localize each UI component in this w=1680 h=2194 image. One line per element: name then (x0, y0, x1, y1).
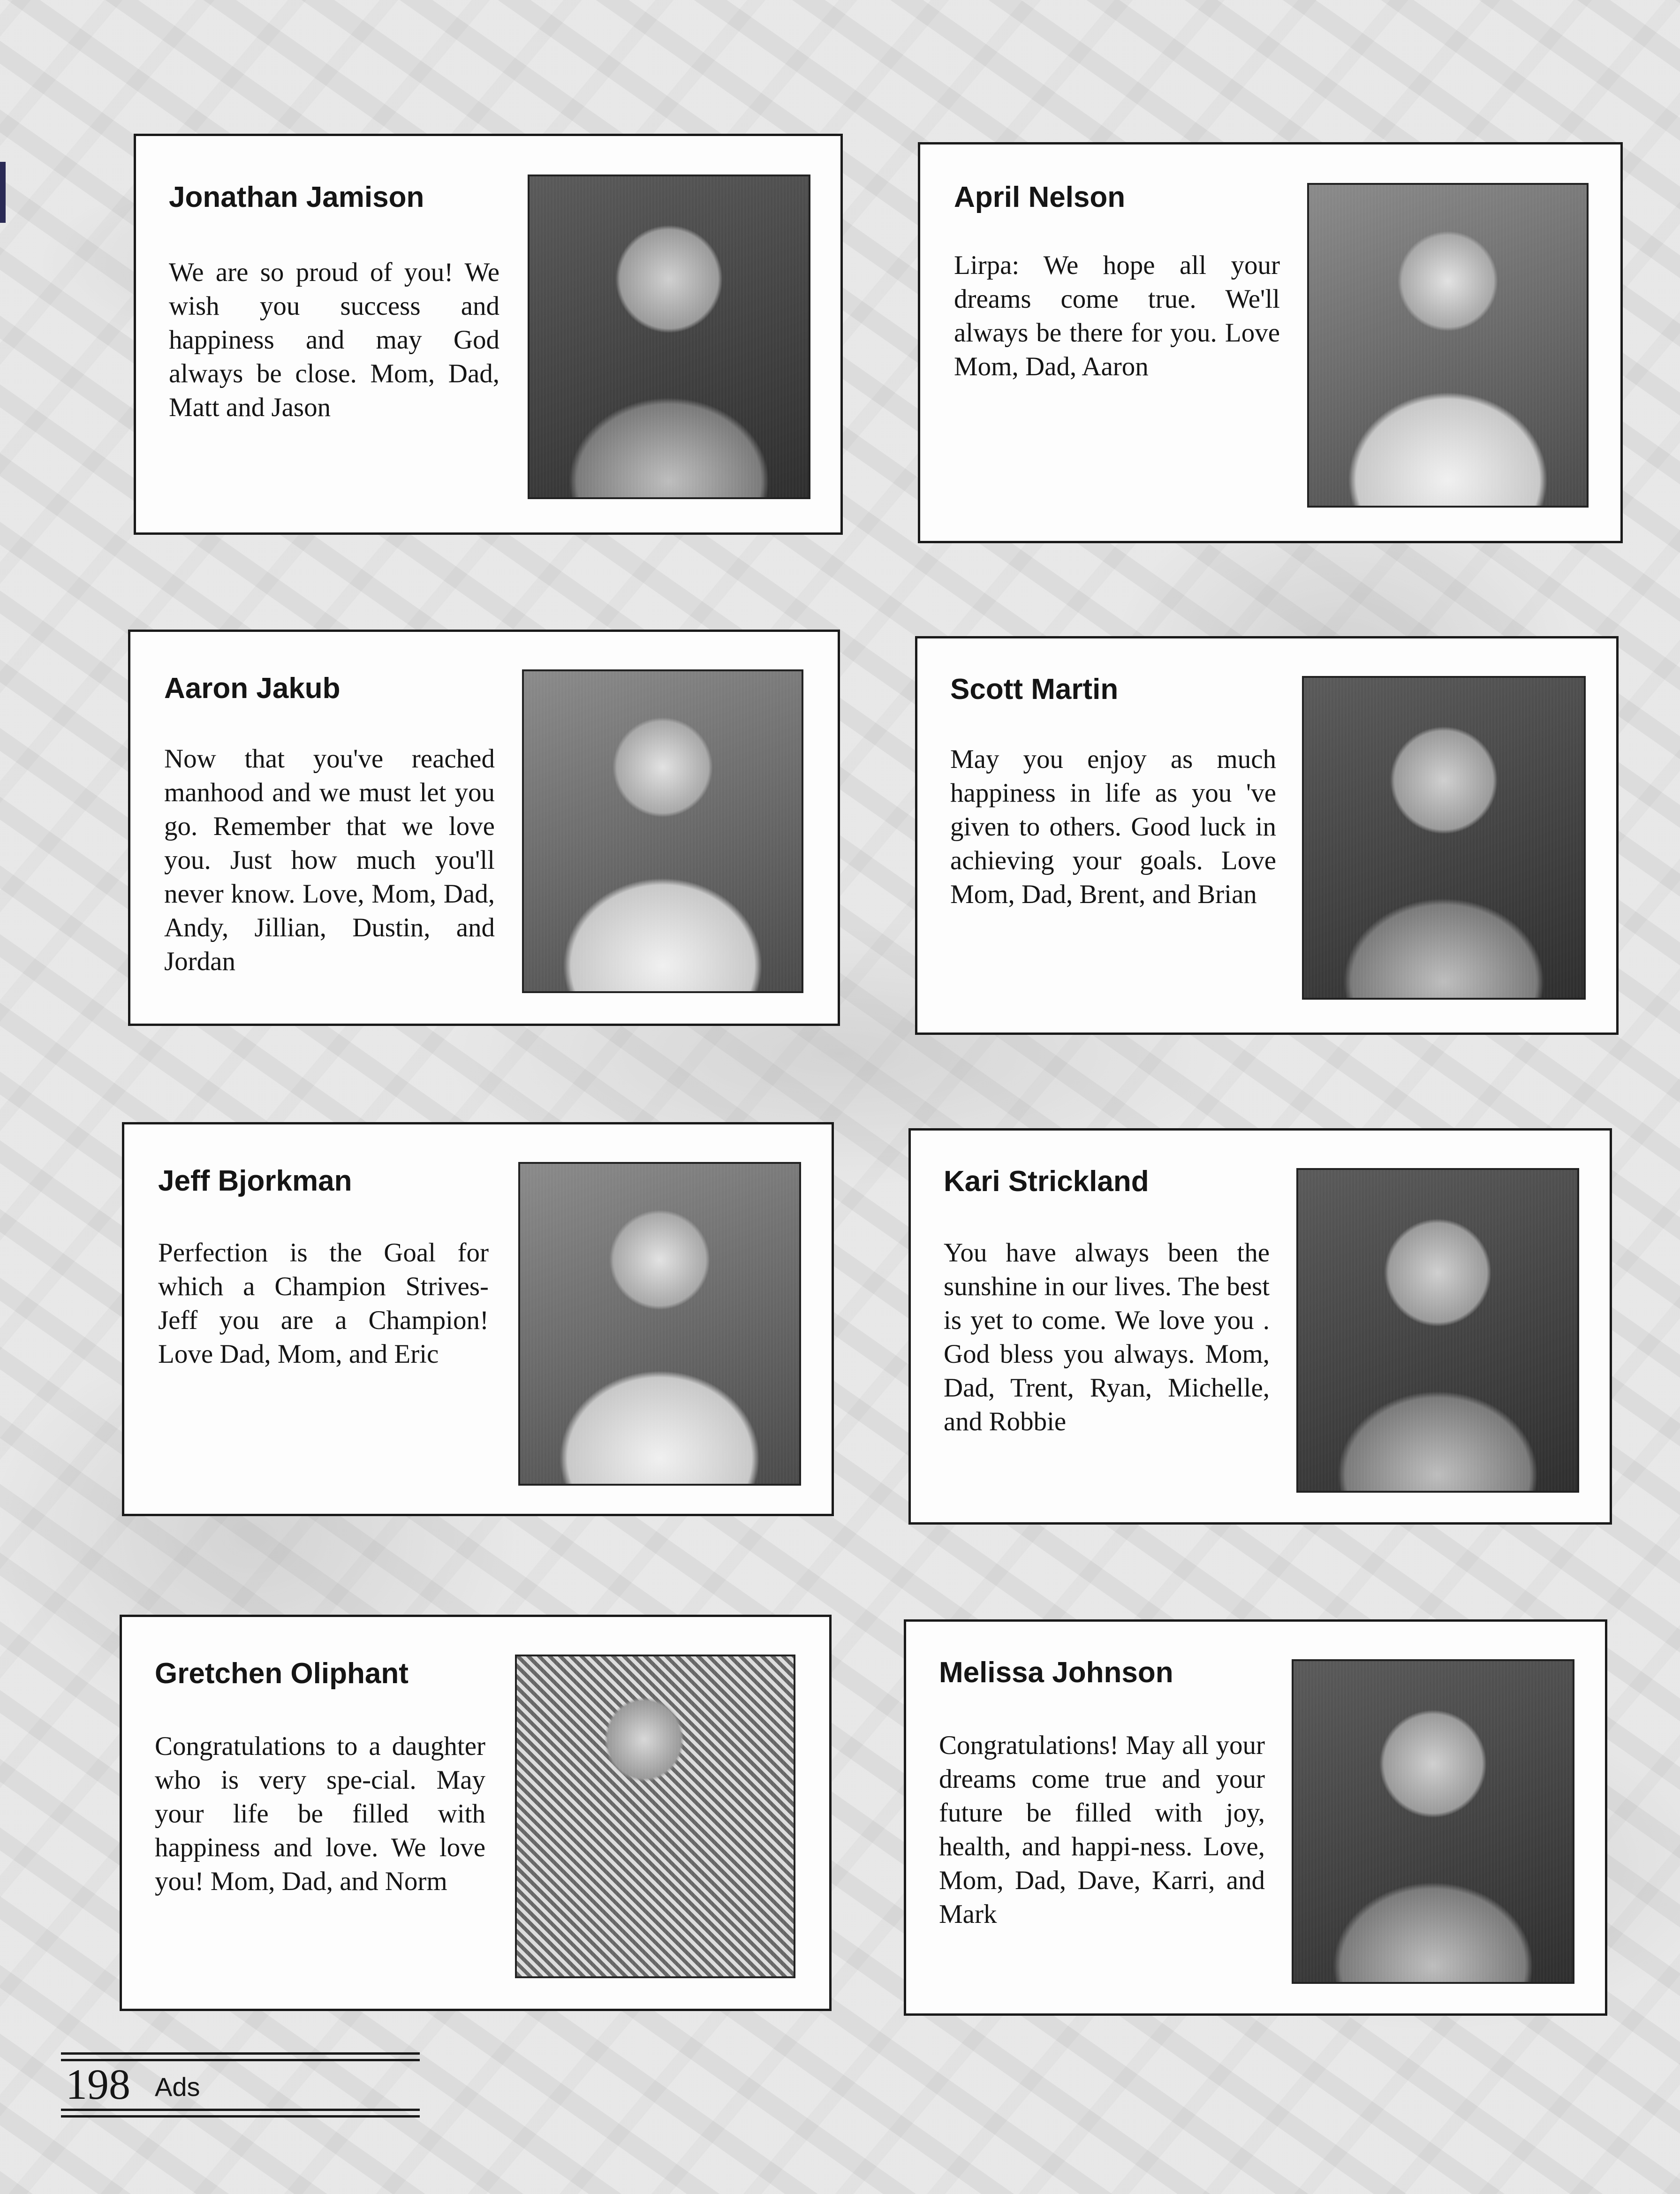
portrait-photo (515, 1655, 795, 1978)
ad-name: April Nelson (954, 181, 1126, 213)
ad-message: Lirpa: We hope all your dreams come true. We'll always be there for you. Love Mom, Dad, Aaron (954, 251, 1280, 381)
ad-name: Gretchen Oliphant (155, 1657, 409, 1690)
portrait-photo (1296, 1168, 1579, 1493)
ad-card-jeff-bjorkman (122, 1122, 834, 1516)
ad-name: Scott Martin (950, 673, 1119, 706)
footer-rule-bottom-2 (61, 2115, 420, 2118)
portrait-photo (1302, 676, 1586, 1000)
ad-message: Congratulations to a daughter who is very spe-cial. May your life be filled with happiness and love. We love you! Mom, Dad, and Norm (155, 1731, 485, 1896)
portrait-photo (518, 1162, 801, 1486)
ad-card-kari-strickland (908, 1128, 1612, 1525)
ad-name: Jeff Bjorkman (158, 1165, 352, 1197)
ad-card-melissa-johnson (904, 1619, 1607, 2016)
ad-message: Now that you've reached manhood and we must let you go. Remember that we love you. Just how much you'll never know. Love, Mom, Dad, Andy, Jillian, Dustin, and Jordan (164, 744, 495, 976)
ad-message: Perfection is the Goal for which a Champion Strives-Jeff you are a Champion! Love Dad, Mom, and Eric (158, 1238, 489, 1369)
ad-card-gretchen-oliphant (120, 1615, 832, 2011)
portrait-photo (528, 175, 810, 499)
ad-message: Congratulations! May all your dreams come true and your future be filled with joy, health, and happi-ness. Love, Mom, Dad, Dave, Karri, and Mark (939, 1731, 1265, 1929)
footer-rule-top (61, 2052, 420, 2055)
portrait-photo (1307, 183, 1589, 508)
ad-message: May you enjoy as much happiness in life as you 've given to others. Good luck in achieving your goals. Love Mom, Dad, Brent, and Brian (950, 744, 1276, 909)
ad-card-scott-martin (915, 636, 1619, 1035)
ad-name: Aaron Jakub (164, 672, 341, 705)
ad-message: You have always been the sunshine in our lives. The best is yet to come. We love you . God bless you always. Mom, Dad, Trent, Ryan, Michelle, and Robbie (944, 1238, 1270, 1436)
ad-card-aaron-jakub (128, 630, 840, 1026)
page-number: 198 (66, 2060, 130, 2108)
portrait-photo (1292, 1659, 1574, 1984)
ad-message: We are so proud of you! We wish you success and happiness and may God always be close. Mom, Dad, Matt and Jason (169, 258, 499, 422)
section-label: Ads (155, 2072, 200, 2102)
page-footer (61, 2052, 420, 2118)
ad-name: Melissa Johnson (939, 1656, 1173, 1689)
ad-card-april-nelson (918, 142, 1623, 543)
ad-name: Kari Strickland (944, 1165, 1149, 1198)
binding-edge-mark (0, 162, 6, 223)
portrait-photo (522, 669, 803, 993)
ad-name: Jonathan Jamison (169, 181, 424, 213)
ad-card-jonathan-jamison (134, 134, 843, 535)
footer-rule-bottom (61, 2109, 420, 2111)
